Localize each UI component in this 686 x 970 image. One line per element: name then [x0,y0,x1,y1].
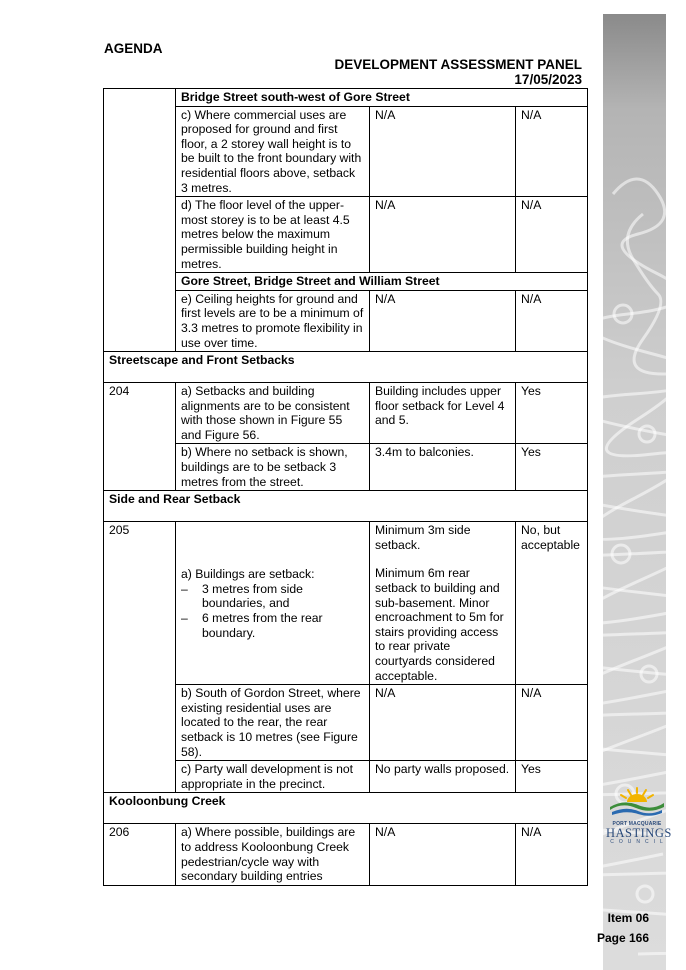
table-row [104,383,588,444]
logo-text-line2: HASTINGS [606,826,672,840]
spacer [375,552,510,566]
table-row [104,685,588,761]
control-text: e) Ceiling heights for ground and first levels are to be a minimum of 3.3 metres to promote flexibility in use over time. [176,290,370,351]
table-row [104,106,588,197]
table-row [104,352,588,383]
page-number: Page 166 [596,931,649,945]
subsection-heading: Bridge Street south-west of Gore Street [176,89,588,107]
table-row [104,491,588,522]
control-intro: a) Buildings are setback: [181,567,315,582]
row-number: 204 [104,383,176,491]
response-text: N/A [370,290,516,351]
response-line: Minimum 3m side setback. [375,523,471,552]
logo-text-line3: COUNCIL [610,839,668,845]
response-text: Building includes upper floor setback for Level 4 and 5. [370,383,516,444]
response-text: N/A [370,685,516,761]
compliance-text: N/A [516,824,588,885]
control-text [176,522,370,685]
compliance-text: N/A [516,106,588,197]
table-row [104,197,588,273]
section-heading: Streetscape and Front Setbacks [104,352,588,383]
response-text [370,522,516,685]
response-text: 3.4m to balconies. [370,444,516,491]
sun-hills-icon [606,786,668,816]
table-row [104,761,588,793]
control-text: c) Party wall development is not appropriate in the precinct. [176,761,370,793]
compliance-text: Yes [516,444,588,491]
table-row [104,824,588,885]
compliance-text: N/A [516,290,588,351]
compliance-text: Yes [516,761,588,793]
section-heading: Kooloonbung Creek [104,793,588,824]
control-text: b) Where no setback is shown, buildings are to be setback 3 metres from the street. [176,444,370,491]
spacer [181,523,364,567]
compliance-text: N/A [516,685,588,761]
bullet-item: – 3 metres from side boundaries, and [181,582,364,611]
row-number-cell [104,89,176,352]
control-text: a) Where possible, buildings are to address Kooloonbung Creek pedestrian/cycle way with secondary building entries [176,824,370,885]
table-row [104,89,588,107]
council-logo [606,786,672,845]
control-text: a) Setbacks and building alignments are to be consistent with those shown in Figure 55 and Figure 56. [176,383,370,444]
control-bullets [181,582,364,640]
compliance-text: N/A [516,197,588,273]
response-text: N/A [370,824,516,885]
control-text: c) Where commercial uses are proposed for ground and first floor, a 2 storey wall height is to be built to the front boundary with residential floors above, setback 3 metres. [176,106,370,197]
control-text: d) The floor level of the upper-most storey is to be at least 4.5 metres below the maximum permissible building height in metres. [176,197,370,273]
response-text: No party walls proposed. [370,761,516,793]
table-row [104,793,588,824]
panel-heading: DEVELOPMENT ASSESSMENT PANEL [334,57,582,72]
table-row [104,273,588,291]
meeting-date: 17/05/2023 [514,72,582,87]
table-row [104,444,588,491]
response-text: N/A [370,197,516,273]
section-heading: Side and Rear Setback [104,491,588,522]
item-number: Item 06 [607,911,649,925]
compliance-text: No, but acceptable [516,522,588,685]
agenda-heading: AGENDA [104,41,163,56]
logo-text-line1: PORT MACQUARIE [612,821,662,827]
compliance-text: Yes [516,383,588,444]
table-row [104,290,588,351]
subsection-heading: Gore Street, Bridge Street and William Street [176,273,588,291]
assessment-table [103,88,588,886]
table-row [104,522,588,685]
response-text: N/A [370,106,516,197]
row-number: 206 [104,824,176,885]
response-line: Minimum 6m rear setback to building and sub-basement. Minor encroachment to 5m for stairs providing access to rear private courtyards considered acceptable. [375,566,504,683]
control-text: b) South of Gordon Street, where existing residential uses are located to the rear, the rear setback is 10 metres (see Figure 58). [176,685,370,761]
row-number: 205 [104,522,176,793]
bullet-item: – 6 metres from the rear boundary. [181,611,364,640]
